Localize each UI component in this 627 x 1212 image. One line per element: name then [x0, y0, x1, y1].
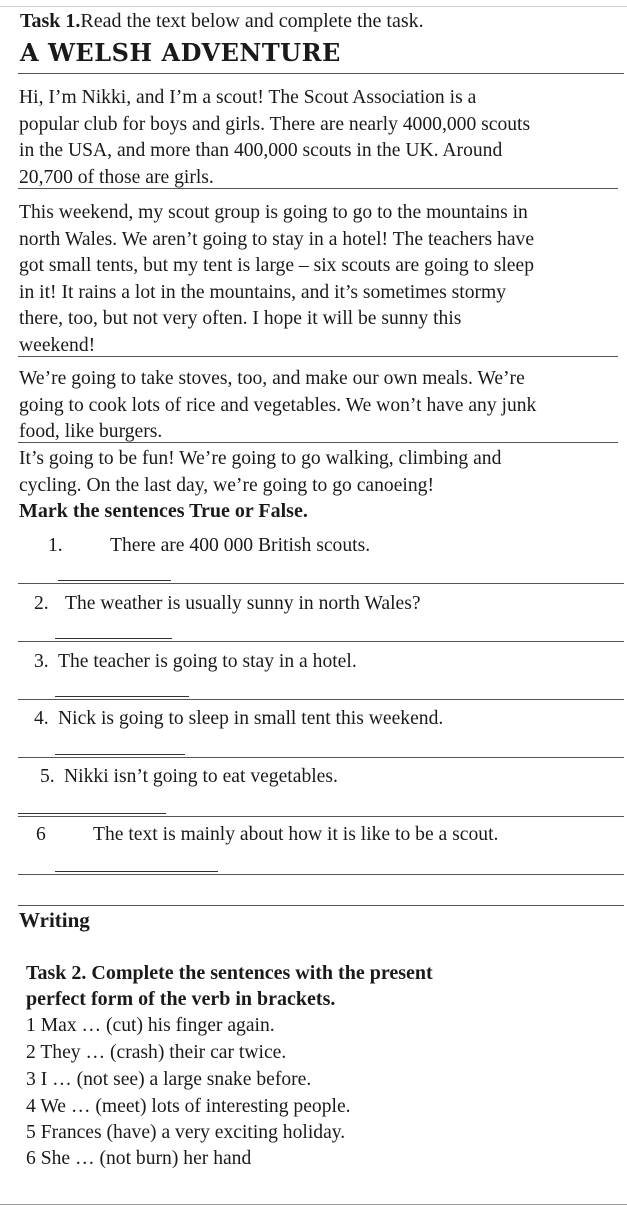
- answer-blank[interactable]: [55, 696, 189, 697]
- paragraph-line: got small tents, but my tent is large – six scouts are going to sleep: [19, 255, 534, 276]
- task2-item: 1 Max … (cut) his finger again.: [26, 1015, 275, 1036]
- answer-blank[interactable]: [58, 580, 171, 581]
- paragraph-2: [19, 200, 619, 359]
- task1-title: [20, 10, 424, 33]
- question-divider: [18, 816, 624, 817]
- question-text: Nikki isn’t going to eat vegetables.: [64, 766, 338, 787]
- paragraph-line: weekend!: [19, 334, 96, 356]
- task2-item: 6 She … (not burn) her hand: [26, 1148, 252, 1169]
- task2-title-cont: perfect form of the verb in brackets.: [26, 988, 336, 1010]
- task2-item: 5 Frances (have) a very exciting holiday.: [26, 1122, 346, 1143]
- paragraph-line: We’re going to take stoves, too, and make our own meals. We’re: [19, 368, 525, 389]
- question-text: There are 400 000 British scouts.: [110, 535, 371, 556]
- paragraph-4: [19, 446, 619, 499]
- paragraph-line: food, like burgers.: [19, 421, 163, 442]
- paragraph-divider: [18, 442, 618, 443]
- paragraph-line: 20,700 of those are girls.: [19, 166, 214, 188]
- task2-item: 2 They … (crash) their car twice.: [26, 1042, 287, 1063]
- question-number: 4.: [34, 708, 49, 729]
- task2-item: 3 I … (not see) a large snake before.: [26, 1069, 312, 1090]
- mark-instruction: Mark the sentences True or False.: [19, 500, 308, 522]
- paragraph-line: cycling. On the last day, we’re going to go canoeing!: [19, 474, 434, 496]
- paragraph-line: north Wales. We aren’t going to stay in a hotel! The teachers have: [19, 228, 535, 250]
- task1-instruction: Read the text below and complete the task.: [80, 10, 424, 32]
- answer-blank[interactable]: [55, 754, 185, 755]
- paragraph-divider: [18, 188, 618, 189]
- paragraph-divider: [18, 356, 618, 357]
- task1-label: Task 1.: [20, 10, 81, 32]
- answer-blank[interactable]: [18, 813, 166, 814]
- question-divider: [18, 641, 624, 642]
- question-number: 2.: [34, 593, 49, 614]
- paragraph-line: in the USA, and more than 400,000 scouts in the UK. Around: [19, 140, 503, 161]
- paragraph-line: Hi, I’m Nikki, and I’m a scout! The Scout Association is a: [19, 87, 477, 108]
- bottom-border: [0, 1204, 627, 1205]
- task2-title: Task 2. Complete the sentences with the present: [26, 962, 433, 984]
- question-number: 1.: [48, 535, 63, 556]
- top-border: [0, 6, 627, 7]
- question-text: The weather is usually sunny in north Wales?: [65, 593, 421, 614]
- paragraph-line: popular club for boys and girls. There are nearly 4000,000 scouts: [19, 113, 531, 135]
- question-divider: [18, 699, 624, 700]
- paragraph-line: going to cook lots of rice and vegetables. We won’t have any junk: [19, 394, 537, 416]
- paragraph-line: in it! It rains a lot in the mountains, and it’s sometimes stormy: [19, 281, 507, 303]
- question-text: The text is mainly about how it is like to be a scout.: [93, 824, 499, 845]
- paragraph-line: It’s going to be fun! We’re going to go walking, climbing and: [19, 448, 502, 469]
- question-text: The teacher is going to stay in a hotel.: [58, 651, 357, 672]
- article-heading: A WELSH ADVENTURE: [20, 38, 341, 67]
- heading-rule: [18, 73, 624, 74]
- paragraph-line: there, too, but not very often. I hope it will be sunny this: [19, 308, 462, 329]
- task2-item: 4 We … (meet) lots of interesting people.: [26, 1096, 351, 1117]
- question-number: 5.: [40, 766, 55, 787]
- paragraph-line: This weekend, my scout group is going to go to the mountains in: [19, 202, 528, 223]
- answer-blank[interactable]: [55, 638, 172, 639]
- answer-blank[interactable]: [55, 871, 218, 872]
- question-divider: [18, 757, 624, 758]
- question-divider: [18, 583, 624, 584]
- question-text: Nick is going to sleep in small tent this weekend.: [58, 708, 444, 729]
- section-divider: [18, 905, 624, 906]
- paragraph-1: [19, 85, 619, 191]
- writing-heading: Writing: [19, 908, 90, 932]
- paragraph-3: [19, 366, 619, 446]
- question-number: 3.: [34, 651, 49, 672]
- question-number: 6: [36, 824, 46, 845]
- question-divider: [18, 874, 624, 875]
